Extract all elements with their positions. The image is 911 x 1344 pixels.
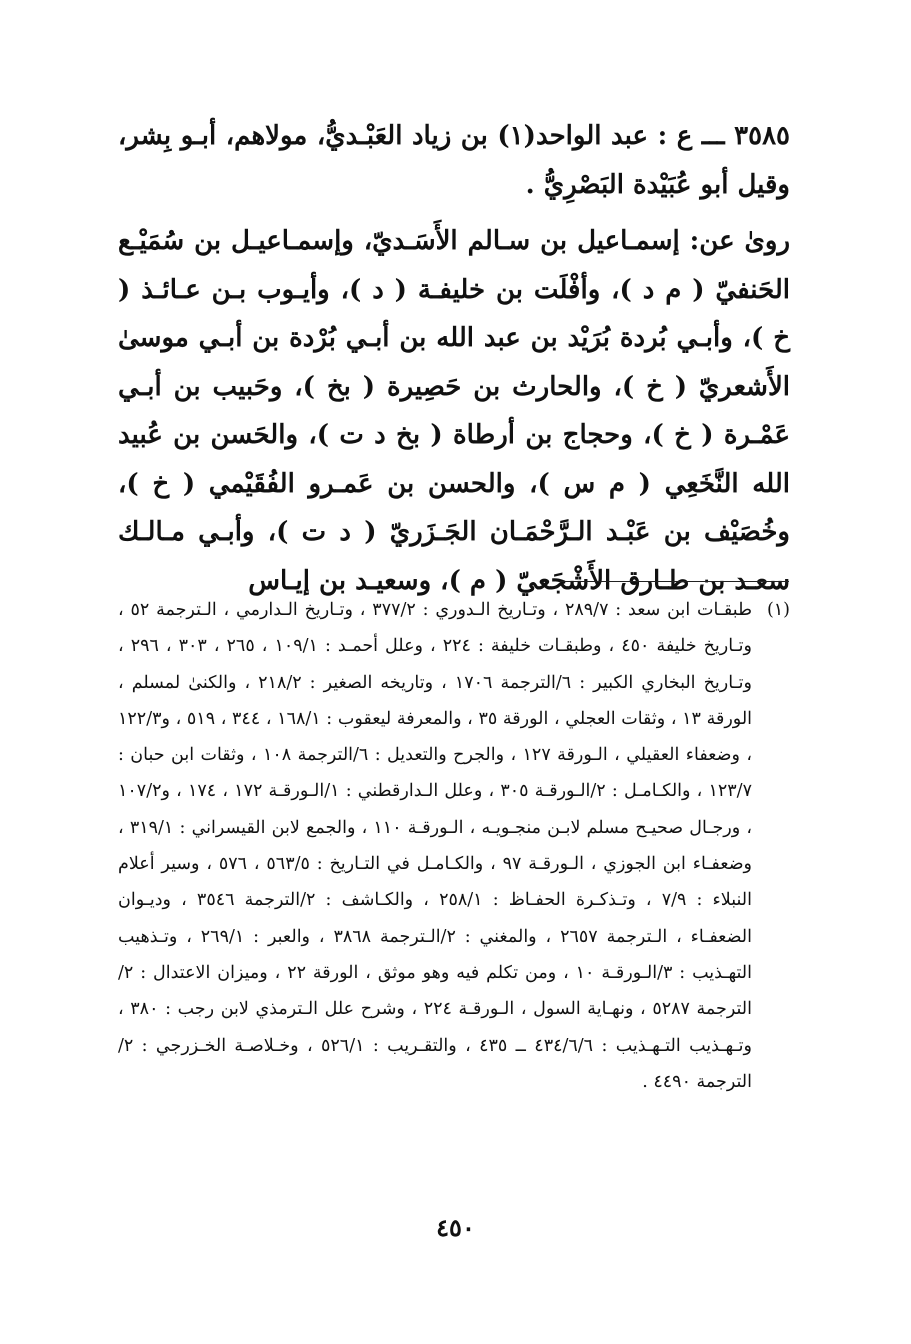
entry-heading: عبد الواحد(١) بن زياد العَبْـديُّ، مولاهم، أبـو بِشر، وقيل أبو عُبَيْدة البَصْرِيُّ . bbox=[118, 121, 790, 200]
narrated-from-paragraph: روىٰ عن: إسمـاعيل بن سـالم الأَسَـديّ، وإسمـاعيـل بن سُمَيْـع الحَنفيّ ( م د )، وأفْلَت بن خليفـة ( د )، وأيـوب بـن عـائـذ ( خ )، وأبـي بُردة بُرَيْد بن عبد الله بن أبـي بُرْدة بن أبـي موسىٰ الأَشعريّ ( خ )، والحارث بن حَصِيرة ( بخ )، وحَبيب بن أبـي عَمْـرة ( خ )، وحجاج بن أرطاة ( بخ د ت )، والحَسن بن عُبيد الله النَّخَعِي ( م س )، والحسن بن عَمـرو الفُقَيْمي ( خ )، وخُصَيْف بن عَبْـد الـرَّحْمَـان الجَـزَريّ ( د ت )، وأبـي مـالـك سعـد بن طـارق الأَشْجَعيّ ( م )، وسعيـد بن إيـاس bbox=[118, 226, 791, 596]
main-text bbox=[118, 112, 790, 605]
footnotes bbox=[118, 592, 790, 1100]
footnote bbox=[118, 592, 790, 1100]
footnote-number: (١) bbox=[766, 600, 790, 620]
page-number: ٤٥٠ bbox=[436, 1213, 475, 1242]
biography-entry bbox=[118, 112, 790, 209]
entry-number: ٣٥٨٥ ـــ ع : bbox=[657, 121, 790, 151]
footnote-text: طبقـات ابن سعد : ٢٨٩/٧ ، وتـاريخ الـدوري : ٣٧٧/٢ ، وتـاريخ الـدارمي ، الـترجمة ٥٢ ، وتـاريخ خليفة ٤٥٠ ، وطبقـات خليفة : ٢٢٤ ، وعلل أحمـد : ١٠٩/١ ، ٢٦٥ ، ٣٠٣ ، ٢٩٦ ، وتـاريخ البخاري الكبير : ٦/الترجمة ١٧٠٦ ، وتاريخه الصغير : ٢١٨/٢ ، والكنىٰ لمسلم ، الورقة ١٣ ، وثقات العجلي ، الورقة ٣٥ ، والمعرفة ليعقوب : ١٦٨/١ ، ٣٤٤ ، ٥١٩ ، و١٢٢/٣ ، وضعفاء العقيلي ، الـورقة ١٢٧ ، والجرح والتعديل : ٦/الترجمة ١٠٨ ، وثقات ابن حبان : ١٢٣/٧ ، والكـامـل : ٢/الـورقـة ٣٠٥ ، وعلل الـدارقطني : ١/الـورقـة ١٧٢ ، ١٧٤ ، و١٠٧/٢ ، ورجـال صحيـح مسلم لابـن منجـويـه ، الـورقـة ١١٠ ، والجمع لابن القيسراني : ٣١٩/١ ، وضعفـاء ابن الجوزي ، الـورقـة ٩٧ ، والكـامـل في التـاريخ : ٥٦٣/٥ ، ٥٧٦ ، وسير أعلام النبلاء : ٧/٩ ، وتـذكـرة الحفـاظ : ٢٥٨/١ ، والكـاشف : ٢/الترجمة ٣٥٤٦ ، وديـوان الضعفـاء ، الـترجمة ٢٦٥٧ ، والمغني : ٢/الـترجمة ٣٨٦٨ ، والعبر : ٢٦٩/١ ، وتـذهيب التهـذيب : ٣/الـورقـة ١٠ ، ومن تكلم فيه وهو موثق ، الورقة ٢٢ ، وميزان الاعتدال : ٢/الترجمة ٥٢٨٧ ، ونهـاية السول ، الـورقـة ٢٢٤ ، وشرح علل الـترمذي لابن رجب : ٣٨٠ ، وتـهـذيب التـهـذيب : ٤٣٤/٦/٦ ــ ٤٣٥ ، والتقـريب : ٥٢٦/١ ، وخـلاصـة الخـزرجي : ٢/الترجمة ٤٤٩٠ . bbox=[118, 600, 753, 1092]
footnote-separator bbox=[560, 581, 789, 582]
